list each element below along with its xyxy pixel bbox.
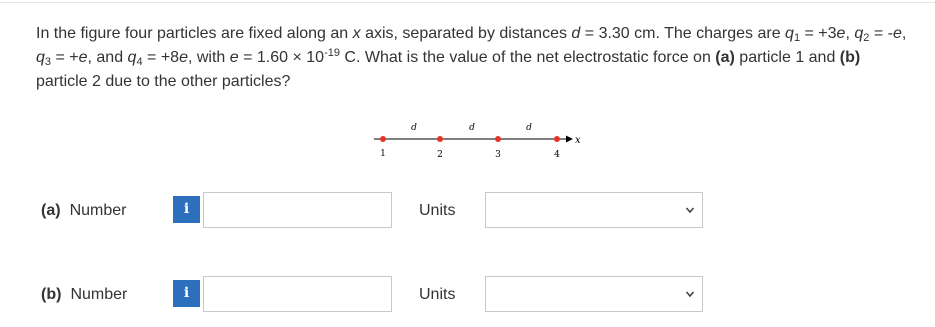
answer-b-label: (b) Number: [41, 286, 128, 303]
answer-row-b: [0, 276, 935, 314]
particle-4: [554, 136, 560, 142]
number-input-b[interactable]: [203, 276, 392, 312]
units-select-a[interactable]: [485, 192, 703, 228]
answer-a-label: (a) Number: [41, 202, 127, 219]
particle-label-1: 1: [380, 149, 386, 159]
question-text: In the figure four particles are fixed along an x axis, separated by distances d = 3.30 cm. The charges are $q_1 = +3e$, $q_2 = -e$, $q_3 = +e$, and $q_4 = +8e$, with $e = 1.60 \times 10^{-19}$ C. What is the value of the net electrostatic force on (a) particle 1 and (b) particle 2 due to the other particles?: [36, 25, 907, 90]
distance-label-2: d: [469, 123, 475, 133]
info-icon[interactable]: i: [173, 280, 200, 307]
answer-row-a: [0, 192, 935, 230]
particle-3: [495, 136, 501, 142]
chevron-down-icon: [685, 205, 695, 215]
distance-label-3: d: [526, 123, 532, 133]
units-label-a: Units: [419, 202, 456, 219]
chevron-down-icon: [685, 289, 695, 299]
units-select-b[interactable]: [485, 276, 703, 312]
particle-label-3: 3: [495, 150, 501, 160]
distance-label-1: d: [411, 123, 417, 133]
particle-label-2: 2: [437, 150, 443, 160]
number-input-a[interactable]: [203, 192, 392, 228]
particle-2: [437, 136, 443, 142]
info-icon[interactable]: i: [173, 196, 200, 223]
particle-label-4: 4: [554, 150, 560, 160]
x-axis-label: x: [575, 135, 581, 146]
particle-1: [380, 136, 386, 142]
top-divider: [0, 2, 935, 3]
units-label-b: Units: [419, 286, 456, 303]
x-axis-arrowhead: [566, 136, 573, 143]
particle-axis-diagram: [368, 118, 588, 166]
particle-figure: [368, 118, 588, 166]
